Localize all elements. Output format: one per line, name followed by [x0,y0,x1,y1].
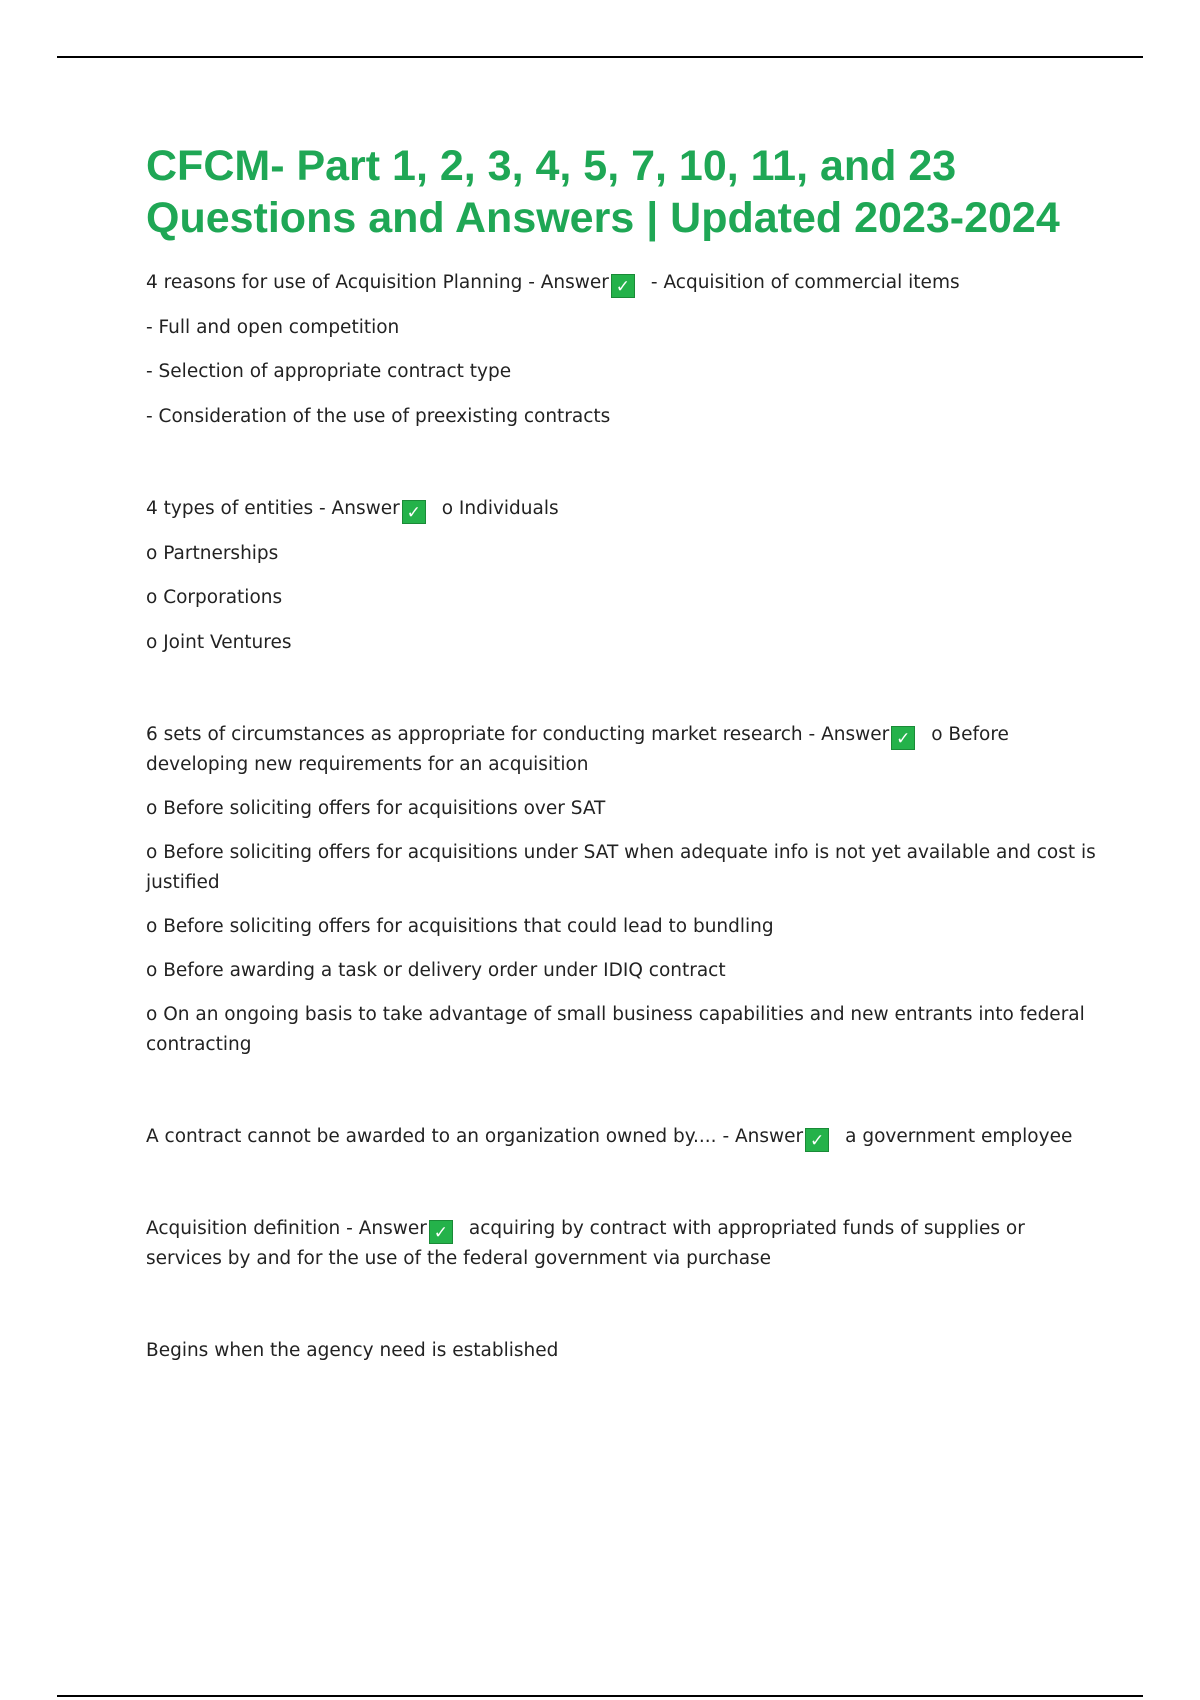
checkmark-icon: ✓ [805,1128,829,1152]
top-rule [57,56,1143,58]
answer-line: - Full and open competition [146,317,400,338]
answer-line: o Before awarding a task or delivery order under IDIQ contract [146,960,726,981]
checkmark-icon: ✓ [611,274,635,298]
answer-line: o Corporations [146,587,283,608]
answer-line: o Partnerships [146,543,279,564]
question-text: Acquisition definition - Answer [146,1218,427,1239]
answer-text: - Acquisition of commercial items [650,272,960,293]
answer-text: o Individuals [441,498,559,519]
document-title: CFCM- Part 1, 2, 3, 4, 5, 7, 10, 11, and 23 Questions and Answers | Updated 2023-2024 [146,142,1060,242]
answer-line: o Before soliciting offers for acquisitions over SAT [146,798,606,819]
answer-line: - Selection of appropriate contract type [146,361,512,382]
answer-text: acquiring by contract with appropriated funds of supplies or services by and for the use of the federal government via purchase [146,1218,1025,1269]
answer-text: a government employee [845,1126,1073,1147]
qa-block [146,494,1096,658]
question-line [146,494,1096,524]
trailing-text: Begins when the agency need is established [146,1340,559,1361]
answer-line: - Consideration of the use of preexisting contracts [146,406,611,427]
qa-block [146,1214,1096,1274]
question-text: A contract cannot be awarded to an organization owned by.... - Answer [146,1126,804,1147]
question-line [146,1214,1096,1274]
question-line [146,720,1096,780]
answer-line: o On an ongoing basis to take advantage of small business capabilities and new entrants into federal contracting [146,1004,1085,1055]
question-text: 4 types of entities - Answer [146,498,400,519]
qa-block [146,720,1096,1060]
question-text: 6 sets of circumstances as appropriate for conducting market research - Answer [146,724,890,745]
checkmark-icon: ✓ [429,1220,453,1244]
bottom-rule [57,1695,1143,1697]
answer-line: o Before soliciting offers for acquisitions under SAT when adequate info is not yet available and cost is justified [146,842,1096,893]
question-line [146,268,1096,298]
question-text: 4 reasons for use of Acquisition Planning - Answer [146,272,609,293]
answer-line: o Before soliciting offers for acquisitions that could lead to bundling [146,916,774,937]
qa-block [146,268,1096,432]
answer-line: o Joint Ventures [146,632,292,653]
checkmark-icon: ✓ [891,726,915,750]
qa-block [146,1122,1096,1152]
answer-text: o Before developing new requirements for an acquisition [146,724,1009,775]
checkmark-icon: ✓ [402,500,426,524]
document-body [146,140,1096,1366]
question-line [146,1122,1096,1152]
